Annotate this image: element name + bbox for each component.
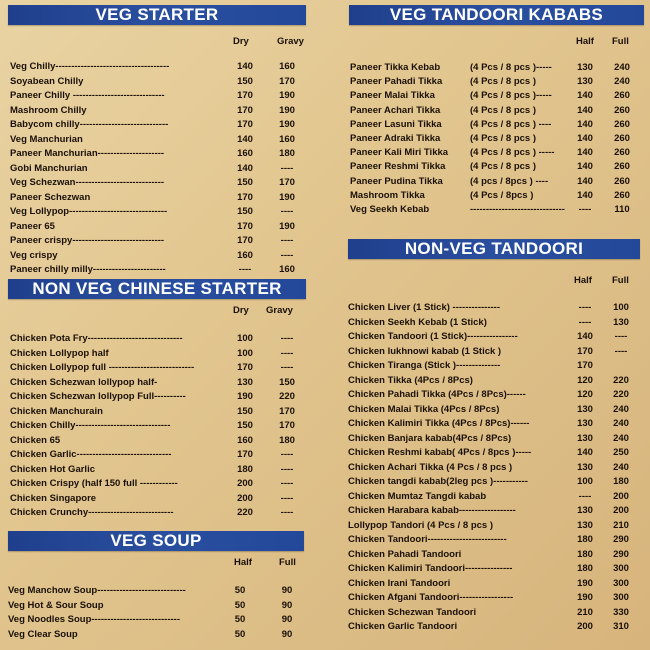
- menu-item-name: Mashroom Chilly: [10, 104, 87, 116]
- menu-item-price-2: ----: [614, 345, 628, 357]
- menu-item-price-1: 140: [577, 118, 593, 130]
- menu-item-name: Paneer Chilly -----------------------------: [10, 90, 165, 101]
- menu-item-price-2: 260: [614, 147, 630, 159]
- menu-item-price-2: 150: [279, 376, 295, 388]
- menu-item-quantity: ------------------------------: [470, 204, 565, 215]
- menu-item-price-1: 140: [577, 331, 593, 342]
- menu-item-price-2: 260: [614, 90, 630, 102]
- menu-item-name: Mashroom Tikka: [350, 189, 425, 201]
- menu-item-quantity: (4 Pcs / 8 pcs )-----: [470, 62, 552, 73]
- menu-item-quantity: (4 Pcs / 8 pcs )-----: [470, 90, 552, 102]
- menu-item-quantity: (4 Pcs / 8 pcs ): [470, 104, 537, 116]
- menu-item-name: Paneer Pahadi Tikka: [350, 76, 443, 88]
- menu-item-price-1: 190: [237, 391, 253, 402]
- menu-item-price-1: 190: [577, 592, 593, 603]
- menu-item-name: Soyabean Chilly: [10, 75, 84, 87]
- menu-item-price-1: 200: [577, 621, 593, 632]
- menu-item-price-2: 160: [279, 133, 295, 145]
- menu-item-name: Paneer chilly milly-----------------------: [10, 264, 166, 275]
- menu-item-price-2: ----: [280, 463, 294, 475]
- menu-item-name: Chicken Garlic Tandoori: [348, 621, 458, 632]
- menu-item-price-1: 50: [234, 628, 246, 640]
- menu-item-price-2: 180: [613, 476, 629, 487]
- menu-item-price-1: 160: [237, 249, 253, 261]
- menu-item-name: Chicken tangdi kabab(2leg pcs )-----------: [348, 476, 528, 487]
- menu-item-price-1: 100: [577, 476, 593, 487]
- menu-item-price-1: 140: [237, 133, 253, 145]
- menu-item-price-2: 260: [614, 175, 630, 187]
- menu-item-price-1: 140: [237, 162, 253, 174]
- menu-item-price-1: 50: [234, 585, 246, 596]
- menu-item-price-1: ----: [238, 264, 252, 275]
- veg-starter-header: VEG STARTER: [8, 5, 306, 25]
- menu-item-name: Babycom chilly----------------------------: [10, 119, 169, 130]
- menu-item-name: Chicken Schezwan lollypop half-: [10, 376, 158, 388]
- column-header: Gravy: [277, 36, 304, 47]
- menu-item-price-1: ----: [578, 204, 592, 215]
- menu-item-price-1: 140: [577, 161, 593, 173]
- menu-item-name: Chicken Afgani Tandoori-----------------: [348, 592, 514, 603]
- menu-item-price-2: 240: [613, 403, 629, 415]
- menu-item-price-2: ----: [280, 492, 294, 504]
- menu-item-name: Chicken 65: [10, 434, 61, 446]
- column-header: Dry: [233, 305, 249, 316]
- menu-item-quantity: (4 Pcs / 8 pcs ) -----: [470, 147, 555, 159]
- menu-item-price-1: 200: [237, 478, 253, 489]
- menu-item-name: Chicken Crispy (half 150 full ------------: [10, 478, 178, 489]
- menu-item-price-2: 180: [279, 434, 295, 446]
- menu-item-price-1: 170: [237, 119, 253, 130]
- menu-item-name: Chicken Chilly------------------------------: [10, 420, 171, 431]
- menu-item-price-1: 160: [237, 434, 253, 446]
- menu-item-name: Chicken Irani Tandoori: [348, 577, 451, 589]
- menu-item-name: Paneer crispy-----------------------------: [10, 235, 165, 246]
- menu-item-price-1: 200: [237, 492, 253, 504]
- menu-item-price-1: 130: [577, 519, 593, 531]
- column-header: Half: [234, 557, 252, 568]
- menu-item-price-2: ----: [280, 249, 294, 261]
- menu-item-price-1: 170: [237, 90, 253, 101]
- menu-item-price-1: 140: [577, 147, 593, 159]
- menu-item-price-2: 250: [613, 447, 629, 458]
- menu-item-price-2: 90: [281, 599, 293, 611]
- menu-item-name: Paneer Malai Tikka: [350, 90, 435, 102]
- menu-item-name: Paneer Schezwan: [10, 191, 91, 203]
- menu-item-price-2: 100: [613, 302, 629, 313]
- menu-item-quantity: (4 pcs / 8pcs ) ----: [470, 175, 549, 187]
- menu-item-price-1: 130: [577, 418, 593, 429]
- column-header: Gravy: [266, 305, 293, 316]
- menu-item-name: Chicken lukhnowi kabab (1 Stick ): [348, 345, 502, 357]
- menu-item-price-2: 210: [613, 519, 629, 531]
- menu-item-name: Chicken Tikka (4Pcs / 8Pcs): [348, 374, 473, 386]
- menu-item-price-2: 240: [614, 76, 630, 88]
- menu-item-name: Chicken Lollypop full ---------------------------: [10, 362, 195, 373]
- menu-item-price-2: 260: [614, 161, 630, 173]
- menu-item-price-1: 190: [577, 577, 593, 589]
- menu-item-price-2: 300: [613, 563, 629, 574]
- menu-item-price-1: 120: [577, 374, 593, 386]
- menu-item-price-2: 200: [613, 505, 629, 516]
- menu-item-name: Chicken Singapore: [10, 492, 97, 504]
- menu-item-name: Chicken Reshmi kabab( 4Pcs / 8pcs )-----: [348, 447, 532, 458]
- menu-item-name: Veg crispy: [10, 249, 58, 261]
- menu-item-price-1: 150: [237, 177, 253, 188]
- menu-item-name: Chicken Kalimiri Tandoori---------------: [348, 563, 513, 574]
- menu-item-price-2: ----: [280, 347, 294, 359]
- non-veg-tandoori-header: NON-VEG TANDOORI: [348, 239, 640, 259]
- menu-item-price-1: ----: [578, 316, 592, 328]
- menu-item-name: Chicken Malai Tikka (4Pcs / 8Pcs): [348, 403, 500, 415]
- menu-item-price-2: 300: [613, 577, 629, 589]
- menu-item-name: Paneer Achari Tikka: [350, 104, 441, 116]
- menu-item-price-2: 290: [613, 548, 629, 560]
- menu-item-price-1: 150: [237, 75, 253, 87]
- menu-item-price-2: 190: [279, 220, 295, 232]
- menu-item-price-1: 100: [237, 333, 253, 344]
- menu-item-name: Chicken Pota Fry------------------------------: [10, 333, 183, 344]
- menu-item-price-1: 130: [577, 505, 593, 516]
- column-header: Full: [612, 275, 629, 286]
- menu-item-price-1: 140: [577, 90, 593, 102]
- menu-item-name: Paneer Reshmi Tikka: [350, 161, 446, 173]
- menu-item-name: Chicken Schezwan lollypop Full----------: [10, 391, 186, 402]
- menu-item-price-1: 140: [577, 133, 593, 144]
- menu-item-price-1: 180: [577, 548, 593, 560]
- menu-item-price-2: 220: [279, 391, 295, 402]
- menu-item-name: Chicken Tandoori (1 Stick)----------------: [348, 331, 518, 342]
- menu-item-price-1: 130: [237, 376, 253, 388]
- menu-item-name: Lollypop Tandori (4 Pcs / 8 pcs ): [348, 519, 493, 531]
- menu-item-price-1: 210: [577, 606, 593, 618]
- menu-item-name: Veg Lollypop-------------------------------: [10, 206, 168, 217]
- non-veg-chinese-starter-header: NON VEG CHINESE STARTER: [8, 279, 306, 299]
- menu-item-name: Veg Noodles Soup----------------------------: [8, 614, 180, 625]
- menu-item-name: Paneer Pudina Tikka: [350, 175, 443, 187]
- menu-item-price-1: 50: [234, 599, 246, 611]
- veg-soup-header: VEG SOUP: [8, 531, 304, 551]
- menu-item-price-2: 260: [614, 133, 630, 144]
- menu-item-price-1: 150: [237, 206, 253, 217]
- menu-item-name: Chicken Hot Garlic: [10, 463, 95, 475]
- menu-item-price-2: 90: [281, 585, 293, 596]
- menu-item-name: Chicken Manchurain: [10, 405, 103, 417]
- menu-item-quantity: (4 Pcs / 8 pcs ): [470, 161, 537, 173]
- menu-item-price-2: 260: [614, 189, 630, 201]
- menu-item-price-1: 140: [577, 447, 593, 458]
- menu-item-name: Chicken Liver (1 Stick) ---------------: [348, 302, 500, 313]
- menu-item-name: Chicken Kalimiri Tikka (4Pcs / 8Pcs)------: [348, 418, 530, 429]
- menu-item-name: Chicken Mumtaz Tangdi kabab: [348, 490, 487, 502]
- menu-item-price-1: 140: [577, 175, 593, 187]
- menu-item-price-1: 130: [577, 461, 593, 473]
- menu-item-price-2: 90: [281, 628, 293, 640]
- menu-item-price-2: 310: [613, 621, 629, 632]
- menu-item-price-2: 90: [281, 614, 293, 625]
- menu-item-price-2: ----: [280, 507, 294, 518]
- menu-item-price-2: 180: [279, 148, 295, 159]
- menu-item-price-1: 170: [237, 362, 253, 373]
- menu-item-price-1: 150: [237, 420, 253, 431]
- menu-item-price-2: 240: [613, 418, 629, 429]
- menu-item-price-2: 160: [279, 264, 295, 275]
- menu-item-name: Paneer Tikka Kebab: [350, 62, 441, 73]
- menu-item-price-2: ----: [280, 162, 294, 174]
- menu-item-price-1: 180: [237, 463, 253, 475]
- menu-item-price-2: ----: [280, 206, 294, 217]
- menu-item-price-2: ----: [280, 449, 294, 460]
- menu-item-price-2: 170: [279, 177, 295, 188]
- menu-item-price-2: 330: [613, 606, 629, 618]
- menu-item-price-1: 170: [237, 191, 253, 203]
- menu-item-name: Chicken Achari Tikka (4 Pcs / 8 pcs ): [348, 461, 513, 473]
- menu-item-price-2: 130: [613, 316, 629, 328]
- column-header: Half: [576, 36, 594, 47]
- menu-item-price-1: 140: [577, 104, 593, 116]
- menu-item-name: Veg Clear Soup: [8, 628, 78, 640]
- menu-item-price-1: ----: [578, 302, 592, 313]
- menu-item-price-2: 110: [614, 204, 630, 215]
- menu-item-name: Paneer Adraki Tikka: [350, 133, 441, 144]
- menu-item-price-2: 170: [279, 75, 295, 87]
- menu-item-price-2: 160: [279, 61, 295, 72]
- menu-item-name: Gobi Manchurian: [10, 162, 88, 174]
- menu-item-price-2: ----: [614, 331, 628, 342]
- menu-item-price-1: 130: [577, 76, 593, 88]
- menu-item-name: Chicken Garlic------------------------------: [10, 449, 172, 460]
- menu-item-price-1: 170: [237, 220, 253, 232]
- menu-item-price-2: 260: [614, 118, 630, 130]
- menu-item-price-2: 200: [613, 490, 629, 502]
- menu-item-name: Paneer Kali Miri Tikka: [350, 147, 449, 159]
- menu-item-name: Veg Hot & Sour Soup: [8, 599, 104, 611]
- menu-item-name: Veg Chilly------------------------------------: [10, 61, 170, 72]
- menu-item-price-1: 140: [577, 189, 593, 201]
- menu-item-price-1: 220: [237, 507, 253, 518]
- menu-item-name: Paneer 65: [10, 220, 55, 232]
- menu-item-price-2: 240: [613, 432, 629, 444]
- menu-item-price-2: ----: [280, 333, 294, 344]
- menu-item-price-1: 120: [577, 389, 593, 400]
- menu-item-price-2: 170: [279, 420, 295, 431]
- menu-item-name: Veg Seekh Kebab: [350, 204, 430, 215]
- menu-item-name: Chicken Lollypop half: [10, 347, 109, 359]
- menu-item-price-2: ----: [280, 478, 294, 489]
- menu-item-price-2: ----: [280, 235, 294, 246]
- menu-item-name: Chicken Banjara kabab(4Pcs / 8Pcs): [348, 432, 512, 444]
- menu-item-price-1: 150: [237, 405, 253, 417]
- menu-item-name: Chicken Pahadi Tikka (4Pcs / 8Pcs)------: [348, 389, 526, 400]
- menu-item-name: Chicken Tiranga (Stick )--------------: [348, 360, 501, 371]
- column-header: Full: [279, 557, 296, 568]
- menu-item-price-2: 190: [279, 104, 295, 116]
- menu-item-price-1: 130: [577, 432, 593, 444]
- column-header: Half: [574, 275, 592, 286]
- menu-item-price-1: 100: [237, 347, 253, 359]
- menu-item-price-1: 180: [577, 534, 593, 545]
- menu-item-name: Paneer Lasuni Tikka: [350, 118, 442, 130]
- menu-item-name: Chicken Harabara kabab------------------: [348, 505, 516, 516]
- menu-item-price-2: 170: [279, 405, 295, 417]
- menu-item-price-2: ----: [280, 362, 294, 373]
- menu-item-price-2: 190: [279, 191, 295, 203]
- menu-item-price-1: 180: [577, 563, 593, 574]
- menu-item-price-2: 220: [613, 389, 629, 400]
- menu-item-quantity: (4 Pcs / 8 pcs ): [470, 133, 537, 144]
- menu-item-quantity: (4 Pcs / 8 pcs ): [470, 76, 537, 88]
- menu-item-price-1: 130: [577, 62, 593, 73]
- menu-item-price-1: 170: [237, 235, 253, 246]
- menu-item-price-1: 50: [234, 614, 246, 625]
- menu-item-price-1: 160: [237, 148, 253, 159]
- menu-item-name: Chicken Seekh Kebab (1 Stick): [348, 316, 487, 328]
- menu-item-price-2: 190: [279, 90, 295, 101]
- menu-item-price-1: ----: [578, 490, 592, 502]
- menu-item-name: Veg Manchow Soup----------------------------: [8, 585, 186, 596]
- menu-item-price-1: 140: [237, 61, 253, 72]
- menu-item-quantity: (4 Pcs / 8 pcs ) ----: [470, 118, 552, 130]
- menu-item-price-1: 170: [577, 360, 593, 371]
- menu-item-price-2: 190: [279, 119, 295, 130]
- menu-item-price-1: 170: [577, 345, 593, 357]
- menu-item-price-1: 130: [577, 403, 593, 415]
- menu-item-price-2: 300: [613, 592, 629, 603]
- menu-item-name: Veg Manchurian: [10, 133, 83, 145]
- menu-item-name: Paneer Manchurian---------------------: [10, 148, 165, 159]
- menu-item-price-2: 220: [613, 374, 629, 386]
- column-header: Dry: [233, 36, 249, 47]
- menu-item-price-2: 290: [613, 534, 629, 545]
- menu-item-name: Chicken Crunchy---------------------------: [10, 507, 174, 518]
- veg-tandoori-kababs-header: VEG TANDOORI KABABS: [349, 5, 644, 25]
- menu-item-name: Chicken Pahadi Tandoori: [348, 548, 462, 560]
- menu-item-price-2: 240: [614, 62, 630, 73]
- column-header: Full: [612, 36, 629, 47]
- menu-item-price-1: 170: [237, 104, 253, 116]
- menu-item-price-1: 170: [237, 449, 253, 460]
- menu-item-name: Chicken Tandoori-------------------------: [348, 534, 507, 545]
- menu-item-name: Chicken Schezwan Tandoori: [348, 606, 477, 618]
- menu-item-price-2: 260: [614, 104, 630, 116]
- menu-item-price-2: 240: [613, 461, 629, 473]
- menu-item-name: Veg Schezwan----------------------------: [10, 177, 165, 188]
- menu-item-quantity: (4 Pcs / 8pcs ): [470, 189, 534, 201]
